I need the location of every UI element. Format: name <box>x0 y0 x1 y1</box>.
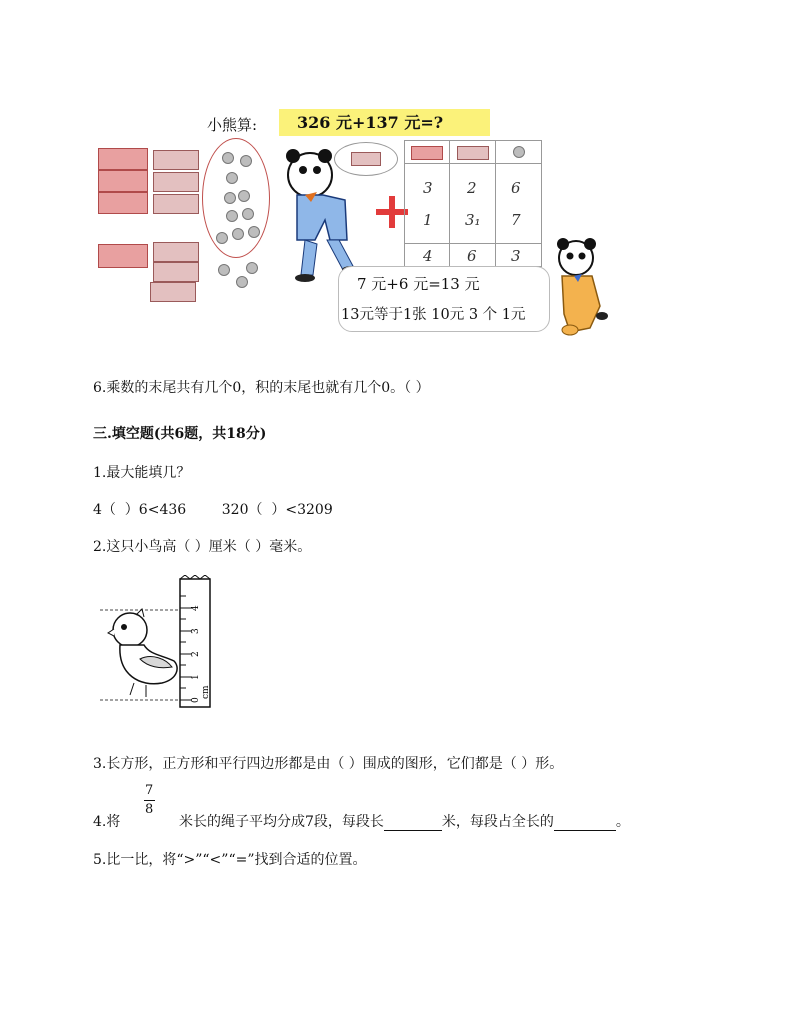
thought-bubble <box>334 142 398 176</box>
bubble-line-2: 13元等于1张 10元 3 个 1元 <box>341 307 526 323</box>
fill-question-2: 2.这只小鸟高（ ）厘米（ ）毫米。 <box>93 539 312 555</box>
fill-question-5: 5.比一比，将“>”“<”“=”找到合适的位置。 <box>93 852 367 868</box>
formula-box: 326 元+137 元=? <box>279 109 490 136</box>
grid-cell: 4 <box>423 247 433 265</box>
ruler-tick-label: 0 <box>191 697 201 703</box>
ruler-icon <box>180 575 211 707</box>
fill-question-1-line: 4（ ）6<436 320（ ）<3209 <box>93 502 333 518</box>
answer-blank[interactable] <box>554 816 616 831</box>
ruler-tick-label: 1 <box>191 674 201 680</box>
q4-text-a: 米长的绳子平均分成7段，每段长 <box>179 814 384 830</box>
judge-question-6: 6.乘数的末尾共有几个0，积的末尾也就有几个0。（ ） <box>93 380 430 396</box>
grid-cell: 7 <box>511 211 521 229</box>
grid-cell: 2 <box>467 179 477 197</box>
grid-cell: 3₁ <box>465 211 481 229</box>
grid-cell: 3 <box>511 247 521 265</box>
answer-blank[interactable] <box>384 816 442 831</box>
q4-text-end: 。 <box>615 814 630 830</box>
grid-cell: 6 <box>467 247 477 265</box>
ruler-tick-label: 2 <box>191 651 201 657</box>
panda-small-illustration <box>548 236 612 336</box>
fill-question-1-title: 1.最大能填几？ <box>93 465 191 481</box>
fraction-numerator: 7 <box>145 783 154 798</box>
bubble-line-1: 7 元+6 元=13 元 <box>357 275 480 293</box>
fill-question-3: 3.长方形，正方形和平行四边形都是由（ ）围成的图形，它们都是（ ）形。 <box>93 756 564 772</box>
fill-question-4-prefix: 4.将 <box>93 814 121 830</box>
ruler-tick-label: 4 <box>191 605 201 611</box>
fill-question-4-body <box>179 811 630 831</box>
coin-group-oval <box>202 138 270 258</box>
section-3-title: 三.填空题(共6题，共18分) <box>93 426 267 442</box>
grid-cell: 6 <box>511 179 521 197</box>
grid-cell: 3 <box>423 179 433 197</box>
ruler-tick-label: 3 <box>191 628 201 634</box>
bird-icon <box>108 609 177 697</box>
q4-text-b: 米，每段占全长的 <box>441 814 554 830</box>
grid-cell: 1 <box>423 211 433 229</box>
calculation-grid <box>404 140 542 267</box>
fraction-denominator: 8 <box>145 802 154 817</box>
bird-ruler-figure <box>100 575 220 709</box>
explanation-bubble <box>338 266 550 332</box>
ruler-unit-label: cm <box>201 685 211 699</box>
fraction-bar <box>144 800 155 801</box>
bear-label: 小熊算: <box>207 116 258 134</box>
